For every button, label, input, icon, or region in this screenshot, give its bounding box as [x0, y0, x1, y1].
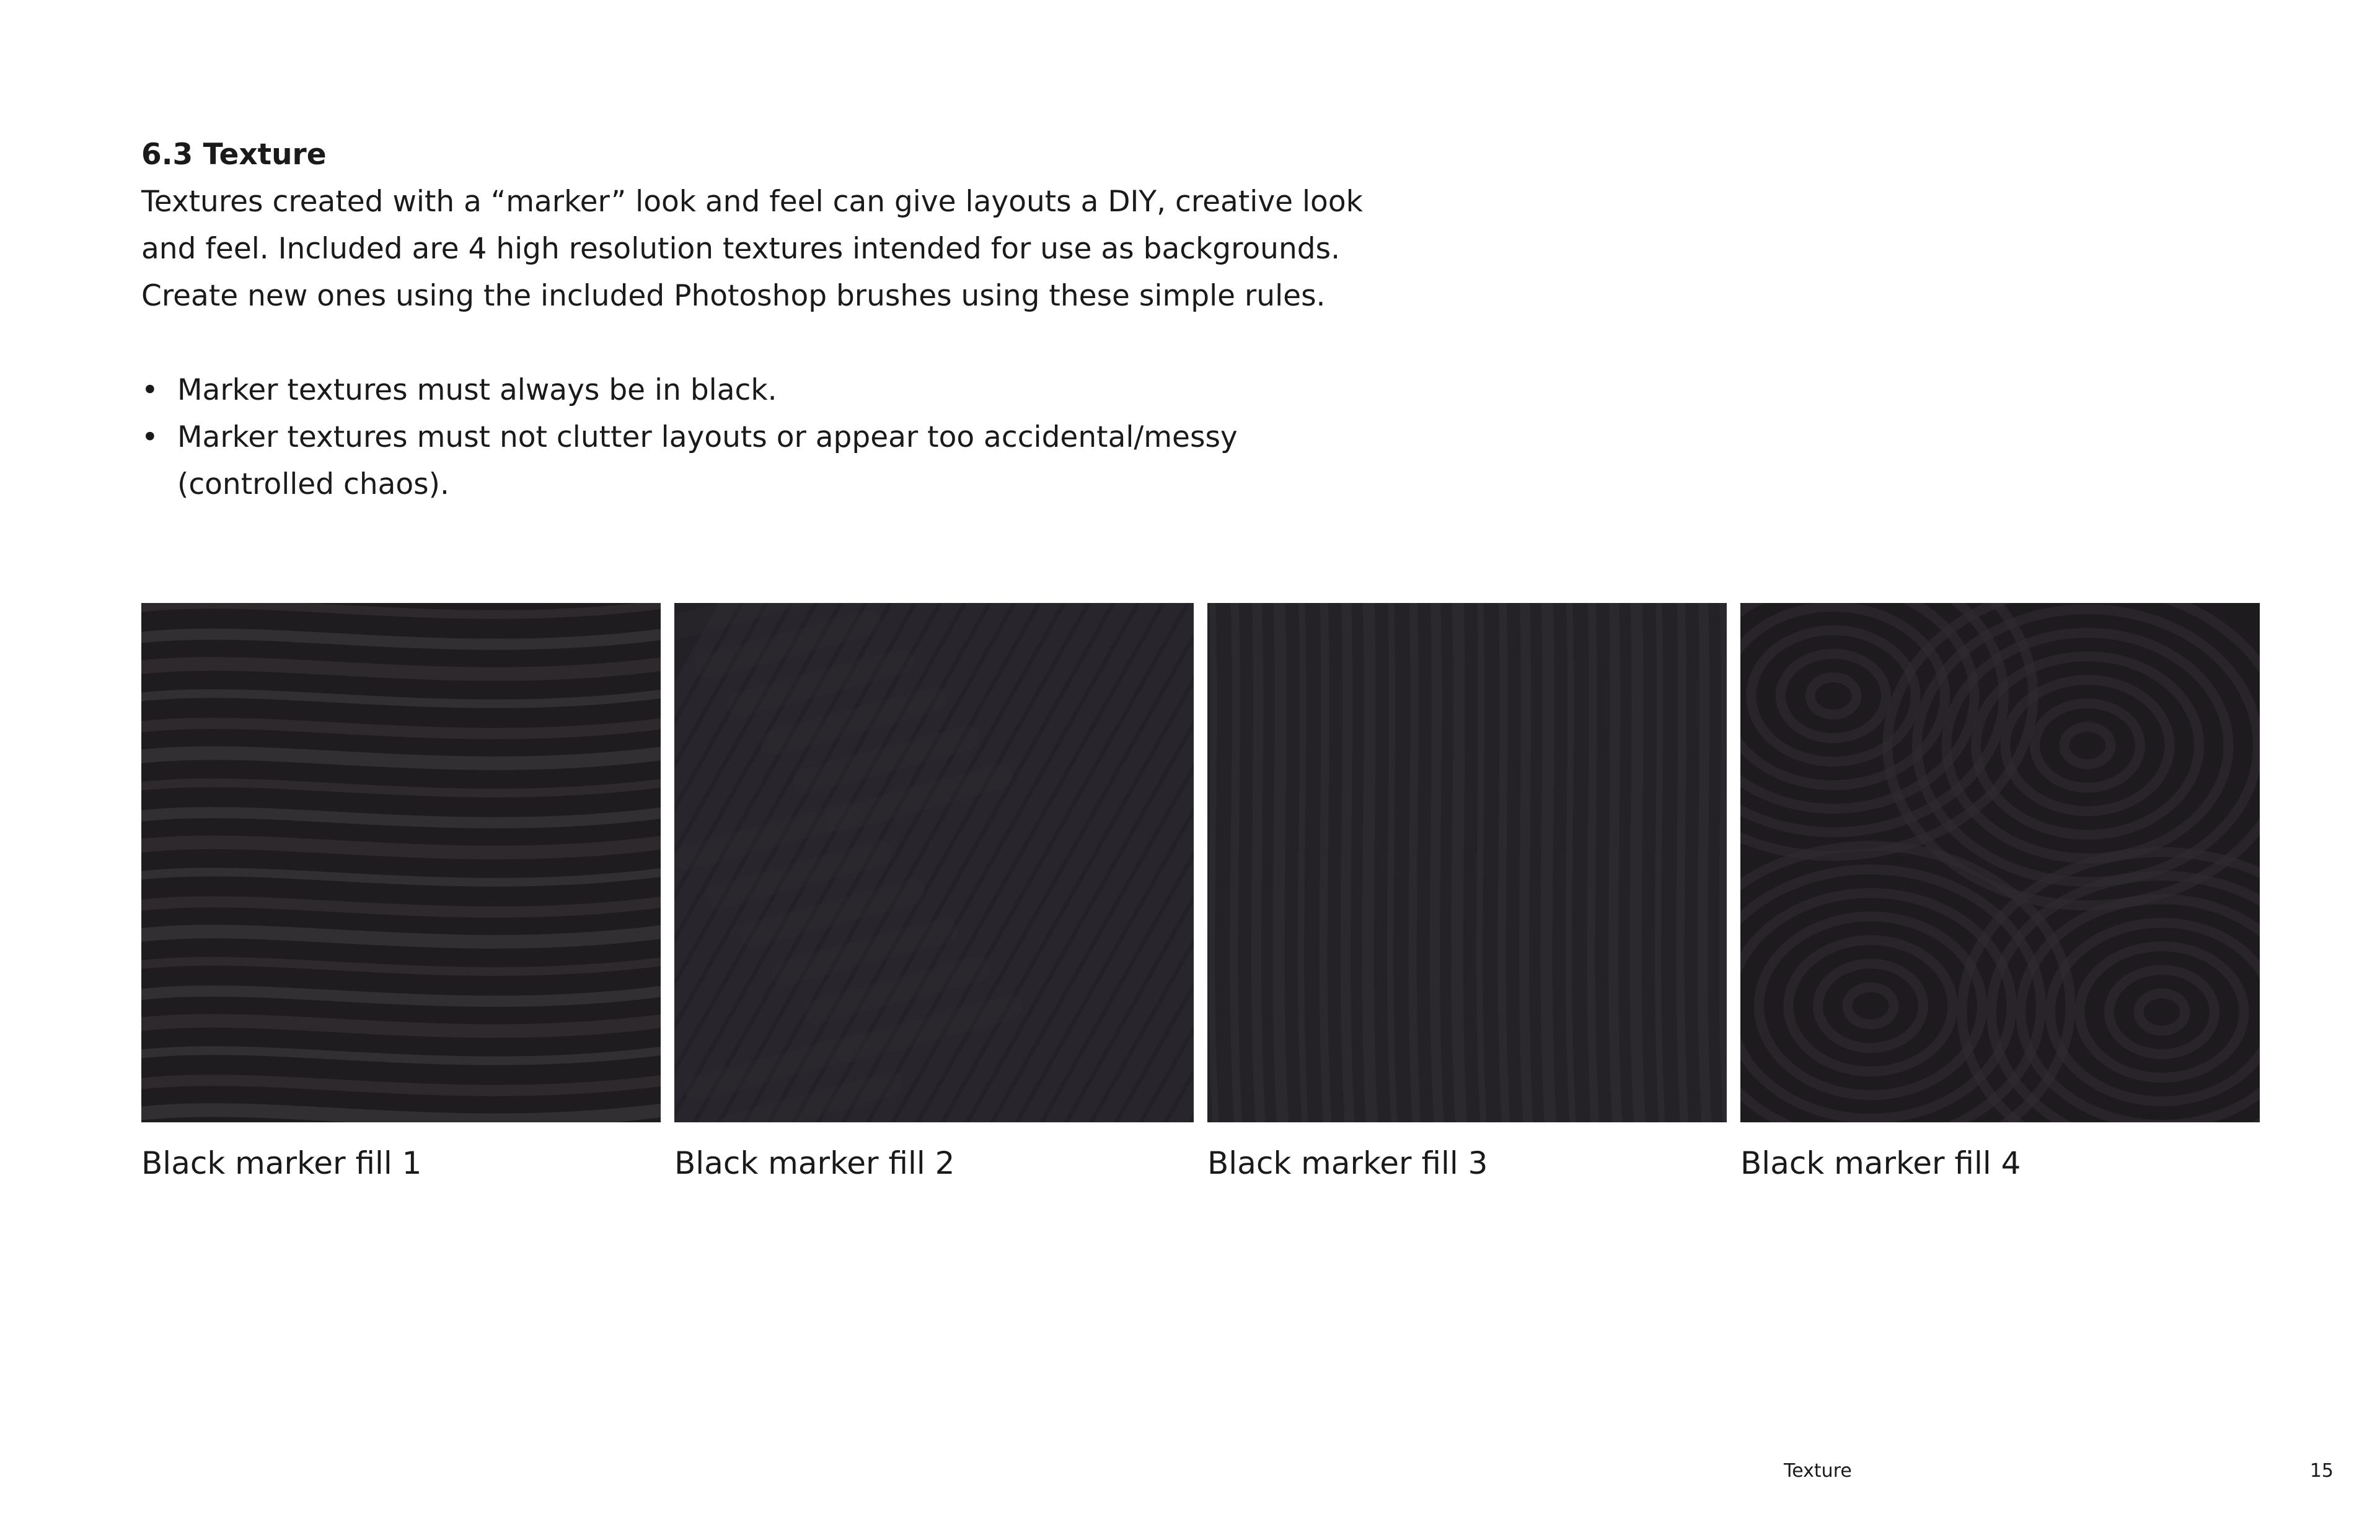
texture-caption: Black marker fill 1	[141, 1145, 422, 1181]
texture-gallery	[141, 603, 2263, 1182]
rule-item	[141, 367, 1381, 414]
intro-line: Textures created with a “marker” look and feel can give layouts a DIY, creative look	[141, 185, 1363, 219]
intro-paragraph	[141, 178, 1381, 320]
texture-swatch-2	[674, 603, 1194, 1122]
texture-tile	[1207, 603, 1727, 1182]
bullet: •	[141, 420, 159, 454]
rule-text: Marker textures must always be in black.	[177, 373, 777, 407]
texture-tile	[1740, 603, 2260, 1182]
rule-item	[141, 414, 1381, 508]
page-number: 15	[2309, 1460, 2334, 1482]
texture-swatch-1	[141, 603, 661, 1122]
intro-line: and feel. Included are 4 high resolution textures intended for use as backgrounds.	[141, 232, 1341, 266]
texture-swatch-3	[1207, 603, 1727, 1122]
texture-caption: Black marker fill 2	[674, 1145, 955, 1181]
texture-section	[141, 131, 1381, 508]
rules-list	[141, 367, 1381, 508]
bullet: •	[141, 373, 159, 407]
texture-swatch-4	[1740, 603, 2260, 1122]
footer-section-label: Texture	[1784, 1460, 1852, 1482]
rule-text: (controlled chaos).	[177, 467, 449, 501]
intro-line: Create new ones using the included Photoshop brushes using these simple rules.	[141, 279, 1326, 313]
texture-tile	[674, 603, 1194, 1182]
texture-tile	[141, 603, 661, 1182]
section-heading: 6.3 Texture	[141, 138, 327, 172]
rule-text: Marker textures must not clutter layouts or appear too accidental/messy	[177, 420, 1238, 454]
texture-caption: Black marker fill 4	[1740, 1145, 2021, 1181]
texture-caption: Black marker fill 3	[1207, 1145, 1488, 1181]
